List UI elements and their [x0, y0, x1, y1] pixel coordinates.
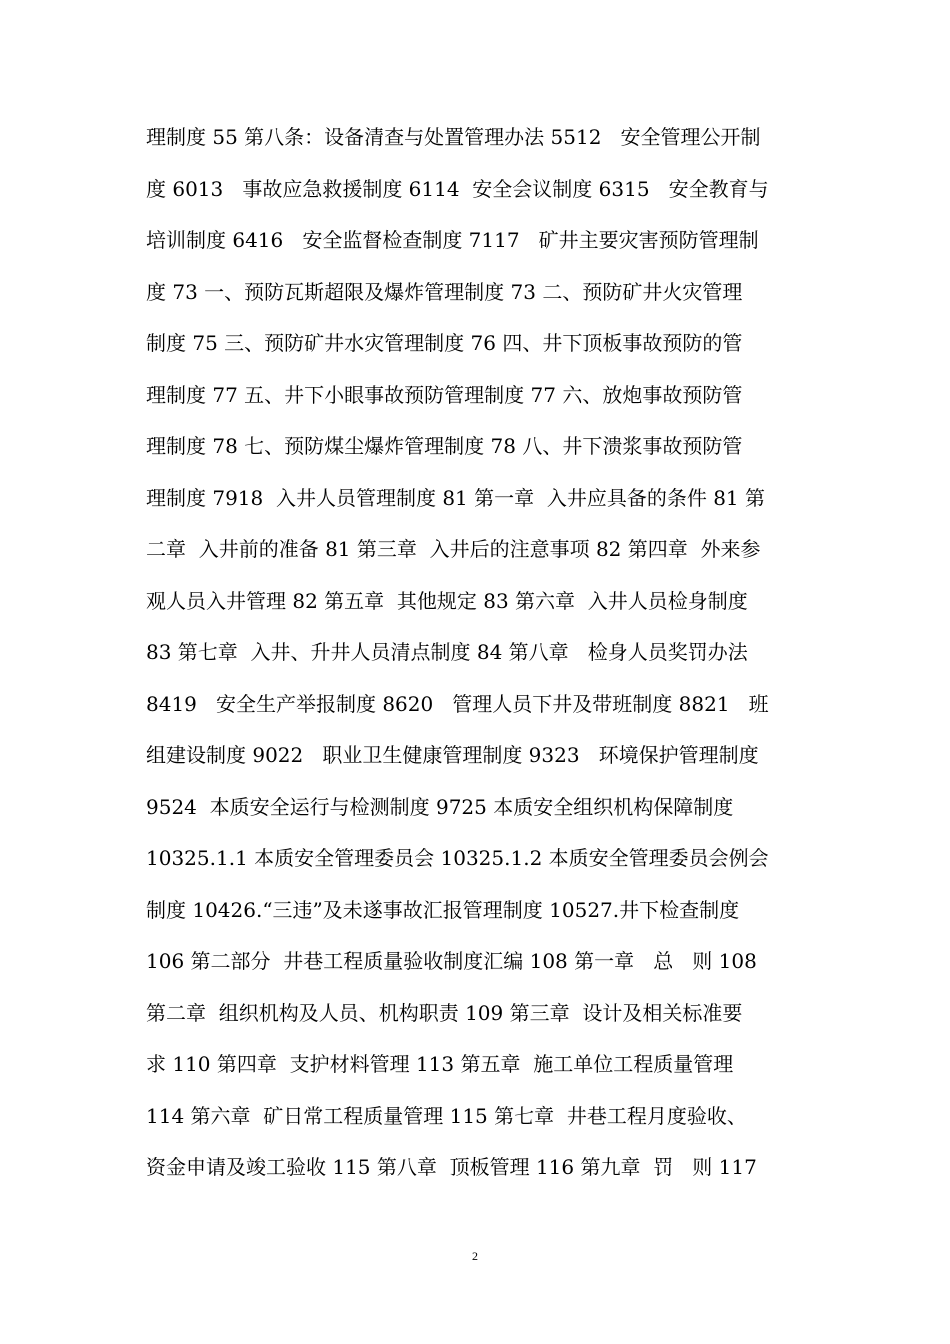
text-line: 组建设制度 9022 职业卫生健康管理制度 9323 环境保护管理制度	[146, 743, 759, 767]
text-line: 理制度 7918 入井人员管理制度 81 第一章 入井应具备的条件 81 第	[146, 485, 766, 510]
text-line: 培训制度 6416 安全监督检查制度 7117 矿井主要灾害预防管理制	[146, 228, 759, 252]
text-line: 资金申请及竣工验收 115 第八章 顶板管理 116 第九章 罚 则 117	[146, 1155, 757, 1179]
text-line: 理制度 55 第八条：设备清查与处置管理办法 5512 安全管理公开制	[146, 125, 761, 149]
text-line: 度 6013 事故应急救援制度 6114 安全会议制度 6315 安全教育与	[146, 176, 769, 201]
text-line: 10325.1.1 本质安全管理委员会 10325.1.2 本质安全管理委员会例会	[146, 846, 769, 870]
text-line: 理制度 78 七、预防煤尘爆炸管理制度 78 八、井下溃浆事故预防管	[146, 434, 743, 458]
table-of-contents-text	[146, 112, 806, 1194]
text-line: 理制度 77 五、井下小眼事故预防管理制度 77 六、放炮事故预防管	[146, 382, 743, 407]
text-line: 二章 入井前的准备 81 第三章 入井后的注意事项 82 第四章 外来参	[146, 537, 761, 561]
text-line: 观人员入井管理 82 第五章 其他规定 83 第六章 入井人员检身制度	[146, 588, 748, 613]
text-line: 8419 安全生产举报制度 8620 管理人员下井及带班制度 8821 班	[146, 691, 769, 716]
text-line: 求 110 第四章 支护材料管理 113 第五章 施工单位工程质量管理	[146, 1052, 734, 1076]
text-line: 9524 本质安全运行与检测制度 9725 本质安全组织机构保障制度	[146, 794, 734, 819]
text-line: 度 73 一、预防瓦斯超限及爆炸管理制度 73 二、预防矿井火灾管理	[146, 279, 743, 304]
text-line: 83 第七章 入井、升井人员清点制度 84 第八章 检身人员奖罚办法	[146, 640, 748, 664]
text-line: 制度 10426.“三违”及未遂事故汇报管理制度 10527.井下检查制度	[146, 897, 740, 922]
text-line: 制度 75 三、预防矿井水灾管理制度 76 四、井下顶板事故预防的管	[146, 331, 743, 355]
text-line: 第二章 组织机构及人员、机构职责 109 第三章 设计及相关标准要	[146, 1000, 743, 1025]
text-line: 106 第二部分 井巷工程质量验收制度汇编 108 第一章 总 则 108	[146, 949, 757, 973]
text-line: 114 第六章 矿日常工程质量管理 115 第七章 井巷工程月度验收、	[146, 1103, 747, 1128]
page-number: 2	[472, 1249, 478, 1263]
